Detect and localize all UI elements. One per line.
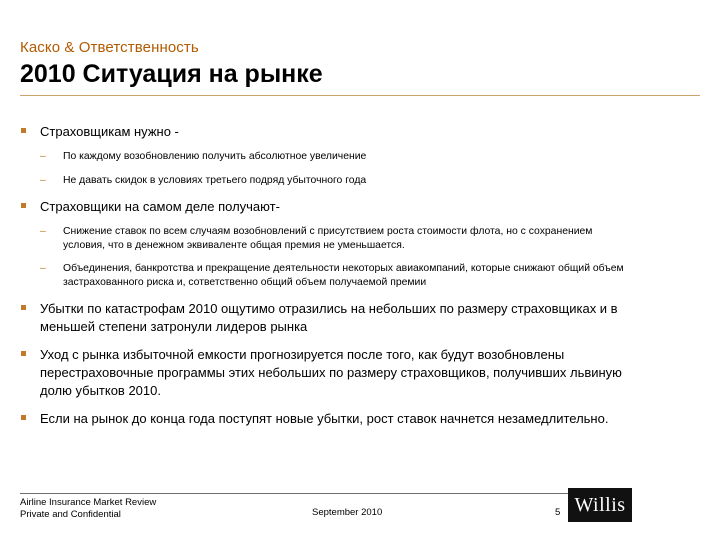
footer-info [20, 497, 156, 521]
sub-bullet-text: По каждому возобновлению получить абсолютное увеличение [63, 151, 367, 162]
square-bullet-icon [21, 203, 26, 208]
dash-icon: – [40, 175, 46, 186]
dash-icon: – [40, 151, 46, 162]
page-title: 2010 Ситуация на рынке [20, 60, 323, 88]
square-bullet-icon [21, 128, 26, 133]
willis-logo [568, 488, 632, 522]
bullet-text: Уход с рынка избыточной емкости прогнозируется после того, как будут возобновлены перестраховочные программы этих небольших по размеру страховщиков, получивших львиную долю убытков 2010. [40, 347, 622, 398]
bullet-text: Страховщикам нужно - [40, 124, 179, 139]
section-subtitle: Каско & Ответственность [20, 39, 199, 56]
square-bullet-icon [21, 351, 26, 356]
footer-divider [20, 493, 568, 494]
sub-bullet-1-2 [20, 174, 630, 188]
footer-report-name: Airline Insurance Market Review [20, 497, 157, 508]
sub-bullet-text: Снижение ставок по всем случаям возобновлений с присутствием роста стоимости флота, но с сохранением условия, что в денежном эквиваленте общая премия не уменьшается. [63, 226, 593, 251]
bullet-2 [20, 198, 630, 216]
title-divider [20, 95, 700, 96]
dash-icon: – [40, 226, 46, 237]
bullet-text: Убытки по катастрофам 2010 ощутимо отразились на небольших по размеру страховщиках и в меньшей степени затронули лидеров рынка [40, 301, 618, 334]
sub-bullet-1-1 [20, 150, 630, 164]
footer-confidentiality: Private and Confidential [20, 509, 121, 520]
footer-date: September 2010 [312, 507, 383, 518]
sub-bullet-2-2 [20, 262, 630, 290]
sub-bullet-text: Объединения, банкротства и прекращение деятельности некоторых авиакомпаний, которые снижают общий объем застрахованного риска и, сответственно общий объем получаемой премии [63, 263, 624, 288]
sub-bullet-text: Не давать скидок в условиях третьего подряд убыточного года [63, 175, 367, 186]
bullet-1 [20, 123, 630, 141]
bullet-3 [20, 300, 630, 336]
bullet-list [20, 123, 630, 428]
bullet-text: Страховщики на самом деле получают- [40, 199, 280, 214]
sub-bullet-2-1 [20, 225, 630, 253]
square-bullet-icon [21, 415, 26, 420]
square-bullet-icon [21, 305, 26, 310]
logo-text: Willis [574, 493, 626, 516]
bullet-5 [20, 410, 630, 428]
page-number: 5 [555, 507, 561, 518]
dash-icon: – [40, 263, 46, 274]
bullet-text: Если на рынок до конца года поступят новые убытки, рост ставок начнется незамедлительно. [40, 411, 609, 426]
bullet-4 [20, 346, 630, 400]
